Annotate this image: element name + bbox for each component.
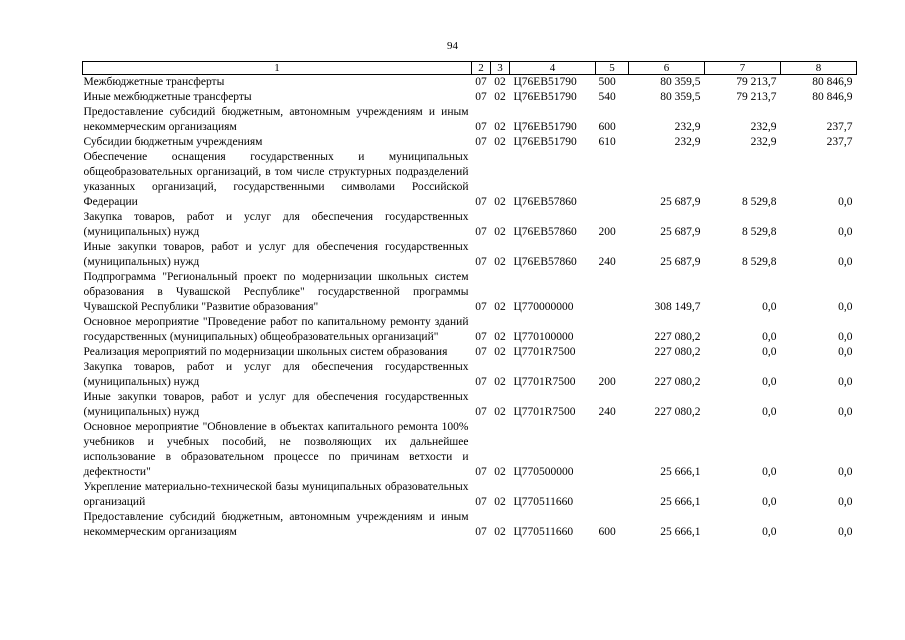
- row-amount-1: 25 666,1: [660, 496, 701, 508]
- row-name: Закупка товаров, работ и услуг для обеспечения государственных (муниципальных) нужд: [83, 211, 469, 238]
- column-header-expense-type: 5: [596, 62, 629, 75]
- row-target-article: Ц770511660: [513, 496, 574, 508]
- row-amount-2: 8 529,8: [742, 196, 777, 208]
- row-section: 07: [475, 76, 487, 88]
- row-target-article: Ц76EВ51790: [513, 121, 577, 133]
- row-name: Иные закупки товаров, работ и услуг для обеспечения государственных (муниципальных) нужд: [83, 241, 469, 268]
- table-row: [83, 135, 857, 150]
- row-amount-2: 0,0: [762, 496, 777, 508]
- row-amount-3: 0,0: [838, 256, 853, 268]
- row-name: Иные межбюджетные трансферты: [83, 91, 252, 103]
- row-section: 07: [475, 256, 487, 268]
- table-row: [83, 240, 857, 270]
- row-name: Подпрограмма "Региональный проект по модернизации школьных систем образования в Чувашской Республике" государственной программы Чувашской Республики "Развитие образования": [83, 271, 469, 313]
- row-amount-2: 0,0: [762, 376, 777, 388]
- row-amount-2: 8 529,8: [742, 256, 777, 268]
- column-header-amount-3: 8: [781, 62, 857, 75]
- row-amount-3: 0,0: [838, 226, 853, 238]
- row-amount-1: 25 687,9: [660, 226, 701, 238]
- row-section: 07: [475, 331, 487, 343]
- row-target-article: Ц770500000: [513, 466, 574, 478]
- row-amount-3: 0,0: [838, 526, 853, 538]
- row-subsection: 02: [494, 301, 506, 313]
- row-expense-type: 200: [598, 376, 616, 388]
- row-expense-type: [596, 270, 629, 315]
- row-target-article: Ц7701R7500: [513, 376, 576, 388]
- row-subsection: 02: [494, 346, 506, 358]
- row-section: 07: [475, 346, 487, 358]
- row-name: Иные закупки товаров, работ и услуг для обеспечения государственных (муниципальных) нужд: [83, 391, 469, 418]
- row-section: 07: [475, 466, 487, 478]
- row-amount-2: 0,0: [762, 331, 777, 343]
- column-header-amount-1: 6: [629, 62, 705, 75]
- row-expense-type: 600: [598, 121, 616, 133]
- row-section: 07: [475, 301, 487, 313]
- column-header-name: 1: [83, 62, 472, 75]
- row-amount-3: 237,7: [826, 136, 853, 148]
- row-amount-3: 0,0: [838, 406, 853, 418]
- row-target-article: Ц7701R7500: [513, 406, 576, 418]
- row-amount-2: 8 529,8: [742, 226, 777, 238]
- row-amount-1: 80 359,5: [660, 91, 701, 103]
- row-expense-type: [596, 345, 629, 360]
- column-header-target-article: 4: [510, 62, 596, 75]
- row-section: 07: [475, 196, 487, 208]
- row-expense-type: 600: [598, 526, 616, 538]
- row-amount-3: 0,0: [838, 331, 853, 343]
- row-target-article: Ц770100000: [513, 331, 574, 343]
- column-header-section: 2: [472, 62, 491, 75]
- row-subsection: 02: [494, 466, 506, 478]
- row-subsection: 02: [494, 226, 506, 238]
- row-expense-type: [596, 315, 629, 345]
- row-amount-1: 232,9: [674, 121, 701, 133]
- row-amount-3: 0,0: [838, 346, 853, 358]
- row-subsection: 02: [494, 91, 506, 103]
- row-expense-type: [596, 480, 629, 510]
- row-amount-2: 0,0: [762, 301, 777, 313]
- row-subsection: 02: [494, 406, 506, 418]
- row-target-article: Ц7701R7500: [513, 346, 576, 358]
- row-amount-2: 79 213,7: [736, 91, 777, 103]
- table-row: [83, 90, 857, 105]
- row-section: 07: [475, 91, 487, 103]
- row-target-article: Ц76EВ57860: [513, 226, 577, 238]
- row-expense-type: [596, 150, 629, 210]
- row-amount-2: 0,0: [762, 346, 777, 358]
- row-expense-type: 500: [598, 76, 616, 88]
- row-amount-2: 0,0: [762, 526, 777, 538]
- table-row: [83, 270, 857, 315]
- row-target-article: Ц76EВ51790: [513, 91, 577, 103]
- row-name: Реализация мероприятий по модернизации школьных систем образования: [83, 346, 448, 358]
- row-subsection: 02: [494, 331, 506, 343]
- row-section: 07: [475, 496, 487, 508]
- row-section: 07: [475, 226, 487, 238]
- row-name: Межбюджетные трансферты: [83, 76, 225, 88]
- row-amount-1: 25 666,1: [660, 466, 701, 478]
- row-subsection: 02: [494, 376, 506, 388]
- row-name: Укрепление материально-технической базы муниципальных образовательных организаций: [83, 481, 469, 508]
- table-row: [83, 210, 857, 240]
- row-section: 07: [475, 136, 487, 148]
- row-target-article: Ц76EВ51790: [513, 76, 577, 88]
- row-subsection: 02: [494, 136, 506, 148]
- row-name: Закупка товаров, работ и услуг для обеспечения государственных (муниципальных) нужд: [83, 361, 469, 388]
- row-amount-1: 25 666,1: [660, 526, 701, 538]
- row-amount-1: 25 687,9: [660, 196, 701, 208]
- row-target-article: Ц770000000: [513, 301, 574, 313]
- row-expense-type: 540: [598, 91, 616, 103]
- row-section: 07: [475, 406, 487, 418]
- row-amount-3: 237,7: [826, 121, 853, 133]
- row-name: Предоставление субсидий бюджетным, автономным учреждениям и иным некоммерческим организациям: [83, 106, 469, 133]
- table-row: [83, 75, 857, 91]
- row-name: Основное мероприятие "Проведение работ по капитальному ремонту зданий государственных (муниципальных) общеобразовательных организаций": [83, 316, 469, 343]
- row-amount-1: 25 687,9: [660, 256, 701, 268]
- row-amount-1: 227 080,2: [654, 406, 701, 418]
- table-row: [83, 150, 857, 210]
- table-row: [83, 480, 857, 510]
- row-amount-1: 227 080,2: [654, 346, 701, 358]
- row-amount-3: 80 846,9: [812, 76, 853, 88]
- row-amount-2: 232,9: [750, 136, 777, 148]
- table-row: [83, 315, 857, 345]
- row-subsection: 02: [494, 526, 506, 538]
- table-row: [83, 105, 857, 135]
- row-section: 07: [475, 121, 487, 133]
- row-name: Обеспечение оснащения государственных и муниципальных общеобразовательных организаций, в том числе структурных подразделений указанных организаций, государственными символами Российской Федерации: [83, 151, 469, 208]
- row-amount-1: 227 080,2: [654, 331, 701, 343]
- table-row: [83, 510, 857, 540]
- row-section: 07: [475, 526, 487, 538]
- row-amount-1: 80 359,5: [660, 76, 701, 88]
- table-row: [83, 390, 857, 420]
- row-amount-3: 0,0: [838, 301, 853, 313]
- row-name: Предоставление субсидий бюджетным, автономным учреждениям и иным некоммерческим организациям: [83, 511, 469, 538]
- page-number: 94: [447, 40, 458, 52]
- row-amount-3: 0,0: [838, 376, 853, 388]
- row-target-article: Ц76EВ57860: [513, 256, 577, 268]
- row-subsection: 02: [494, 121, 506, 133]
- row-target-article: Ц770511660: [513, 526, 574, 538]
- row-amount-1: 227 080,2: [654, 376, 701, 388]
- row-amount-2: 0,0: [762, 466, 777, 478]
- column-header-subsection: 3: [491, 62, 510, 75]
- budget-table: [82, 61, 857, 540]
- row-expense-type: 240: [598, 406, 616, 418]
- row-target-article: Ц76EВ57860: [513, 196, 577, 208]
- row-amount-2: 0,0: [762, 406, 777, 418]
- row-expense-type: 610: [598, 136, 616, 148]
- row-amount-3: 0,0: [838, 466, 853, 478]
- row-target-article: Ц76EВ51790: [513, 136, 577, 148]
- row-amount-2: 79 213,7: [736, 76, 777, 88]
- table-row: [83, 345, 857, 360]
- row-amount-2: 232,9: [750, 121, 777, 133]
- row-amount-1: 308 149,7: [654, 301, 701, 313]
- row-amount-3: 80 846,9: [812, 91, 853, 103]
- row-name: Субсидии бюджетным учреждениям: [83, 136, 263, 148]
- row-amount-3: 0,0: [838, 496, 853, 508]
- row-subsection: 02: [494, 256, 506, 268]
- column-header-amount-2: 7: [705, 62, 781, 75]
- row-expense-type: 200: [598, 226, 616, 238]
- row-subsection: 02: [494, 76, 506, 88]
- table-row: [83, 360, 857, 390]
- row-expense-type: 240: [598, 256, 616, 268]
- row-subsection: 02: [494, 496, 506, 508]
- table-row: [83, 420, 857, 480]
- table-body: [83, 75, 857, 541]
- row-name: Основное мероприятие "Обновление в объектах капитального ремонта 100% учебников и учебных пособий, не позволяющих их дальнейшее использование в образовательном процессе по причинам ветхости и дефектности": [83, 421, 469, 478]
- row-expense-type: [596, 420, 629, 480]
- row-section: 07: [475, 376, 487, 388]
- table-header: [83, 62, 857, 75]
- row-amount-3: 0,0: [838, 196, 853, 208]
- row-subsection: 02: [494, 196, 506, 208]
- row-amount-1: 232,9: [674, 136, 701, 148]
